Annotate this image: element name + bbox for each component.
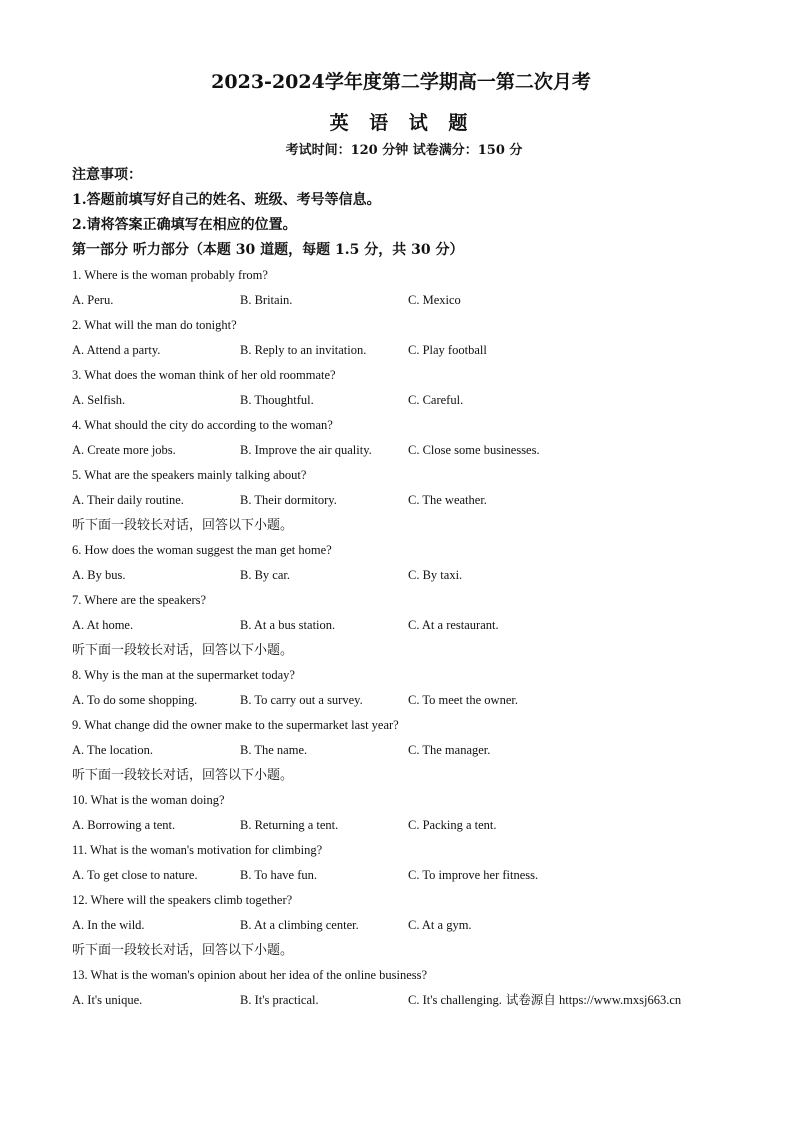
- options-9: [72, 738, 732, 763]
- option-c: C. The weather.: [408, 493, 487, 507]
- option-a: A. To do some shopping.: [72, 693, 198, 707]
- option-b: B. Britain.: [240, 293, 293, 307]
- source-watermark: 试卷源自 https://www.mxsj663.cn: [505, 993, 682, 1007]
- question-12: 12. Where will the speakers climb together?: [72, 893, 293, 907]
- option-b: B. At a climbing center.: [240, 918, 359, 932]
- option-a: A. To get close to nature.: [72, 868, 198, 882]
- options-6: [72, 563, 732, 588]
- option-a: A. Peru.: [72, 293, 114, 307]
- option-c: [408, 988, 681, 1013]
- option-b: B. Returning a tent.: [240, 818, 339, 832]
- exam-page: [72, 64, 732, 1013]
- exam-title: 2023-2024学年度第二学期高一第二次月考: [211, 71, 591, 93]
- question-8: 8. Why is the man at the supermarket today?: [72, 668, 295, 682]
- option-c: C. At a gym.: [408, 918, 472, 932]
- option-a: A. By bus.: [72, 568, 126, 582]
- option-c: C. To meet the owner.: [408, 693, 518, 707]
- question-7: 7. Where are the speakers?: [72, 593, 207, 607]
- options-1: [72, 288, 732, 313]
- option-a: A. At home.: [72, 618, 134, 632]
- note-item: 1.答题前填写好自己的姓名、班级、考号等信息。: [72, 192, 381, 208]
- dialogue-instruction: 听下面一段较长对话，回答以下小题。: [72, 518, 294, 533]
- option-b: B. The name.: [240, 743, 308, 757]
- subject-title: 英 语 试 题: [329, 112, 475, 134]
- option-b: B. Their dormitory.: [240, 493, 337, 507]
- option-a: A. Their daily routine.: [72, 493, 184, 507]
- option-b: B. Thoughtful.: [240, 393, 314, 407]
- option-b: B. To carry out a survey.: [240, 693, 363, 707]
- option-b: B. It's practical.: [240, 993, 319, 1007]
- options-10: [72, 813, 732, 838]
- options-5: [72, 488, 732, 513]
- option-c-text: C. It's challenging.: [408, 993, 502, 1007]
- option-a: A. Borrowing a tent.: [72, 818, 176, 832]
- question-6: 6. How does the woman suggest the man get home?: [72, 543, 332, 557]
- option-b: B. Improve the air quality.: [240, 443, 372, 457]
- option-c: C. Careful.: [408, 393, 464, 407]
- options-3: [72, 388, 732, 413]
- option-a: A. Attend a party.: [72, 343, 161, 357]
- question-3: 3. What does the woman think of her old roommate?: [72, 368, 336, 382]
- options-7: [72, 613, 732, 638]
- option-c: C. Mexico: [408, 293, 461, 307]
- options-8: [72, 688, 732, 713]
- option-b: B. By car.: [240, 568, 290, 582]
- part1-heading: 第一部分 听力部分（本题 30 道题，每题 1.5 分，共 30 分）: [72, 242, 464, 258]
- question-2: 2. What will the man do tonight?: [72, 318, 237, 332]
- note-item: 2.请将答案正确填写在相应的位置。: [72, 217, 297, 233]
- question-4: 4. What should the city do according to the woman?: [72, 418, 333, 432]
- option-b: B. To have fun.: [240, 868, 318, 882]
- options-12: [72, 913, 732, 938]
- option-a: A. Create more jobs.: [72, 443, 176, 457]
- option-c: C. By taxi.: [408, 568, 463, 582]
- option-c: C. Close some businesses.: [408, 443, 540, 457]
- option-a: A. The location.: [72, 743, 153, 757]
- option-b: B. Reply to an invitation.: [240, 343, 367, 357]
- notes-heading: 注意事项：: [72, 167, 142, 183]
- options-11: [72, 863, 732, 888]
- question-10: 10. What is the woman doing?: [72, 793, 225, 807]
- option-a: A. It's unique.: [72, 993, 143, 1007]
- dialogue-instruction: 听下面一段较长对话，回答以下小题。: [72, 643, 294, 658]
- question-13: 13. What is the woman's opinion about her idea of the online business?: [72, 968, 428, 982]
- question-11: 11. What is the woman's motivation for climbing?: [72, 843, 323, 857]
- option-c: C. At a restaurant.: [408, 618, 499, 632]
- dialogue-instruction: 听下面一段较长对话，回答以下小题。: [72, 943, 294, 958]
- question-9: 9. What change did the owner make to the supermarket last year?: [72, 718, 399, 732]
- options-2: [72, 338, 732, 363]
- question-5: 5. What are the speakers mainly talking about?: [72, 468, 307, 482]
- option-c: C. Packing a tent.: [408, 818, 497, 832]
- exam-meta: 考试时间：120 分钟 试卷满分：150 分: [285, 143, 523, 158]
- question-1: 1. Where is the woman probably from?: [72, 268, 268, 282]
- option-c: C. The manager.: [408, 743, 491, 757]
- options-4: [72, 438, 732, 463]
- option-c: C. Play football: [408, 343, 487, 357]
- options-13: [72, 988, 732, 1013]
- dialogue-instruction: 听下面一段较长对话，回答以下小题。: [72, 768, 294, 783]
- option-a: A. Selfish.: [72, 393, 126, 407]
- option-b: B. At a bus station.: [240, 618, 336, 632]
- option-c: C. To improve her fitness.: [408, 868, 539, 882]
- option-a: A. In the wild.: [72, 918, 145, 932]
